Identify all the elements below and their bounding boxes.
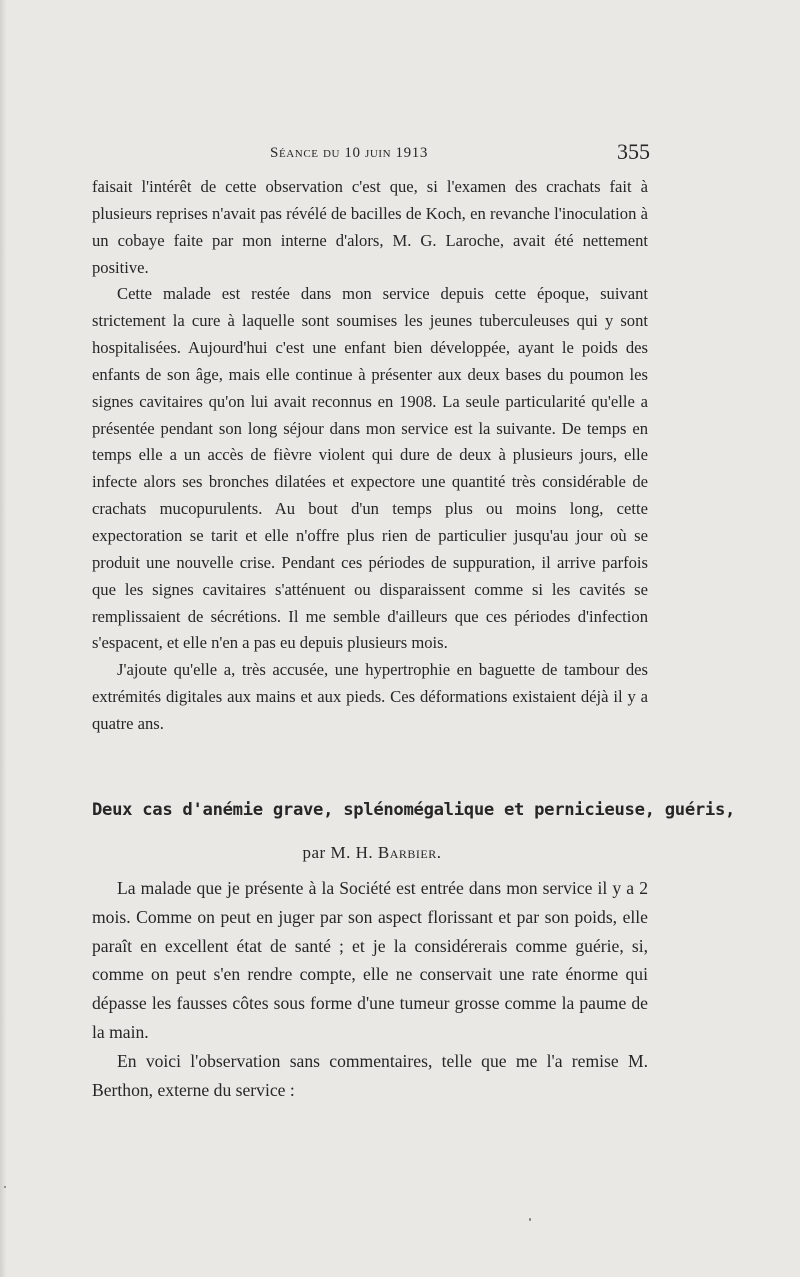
case-text [92,874,648,1104]
author-name: Barbier. [377,843,442,862]
paragraph-continuation: faisait l'intérêt de cette observation c'est que, si l'examen des crachats fait à plusieurs reprises n'avait pas révélé de bacilles de Koch, en revanche l'inoculation à un cobaye faite par mon interne d'alors, M. G. Laroche, avait été nettement positive. [92,177,648,277]
byline-prefix: par M. H. [302,843,378,862]
running-title: Séance du 10 juin 1913 [270,145,428,161]
paragraph: La malade que je présente à la Société est entrée dans mon service il y a 2 mois. Comme on peut en juger par son aspect florissant et par son poids, elle paraît en excellent état de santé ; et je la considérerais comme guérie, si, comme on peut s'en rendre compte, elle ne conservait une rate énorme qui dépasse les fausses côtes sous forme d'une tumeur grosse comme la paume de la main. [92,878,648,1042]
author-byline [92,843,652,863]
paper-speck [529,1218,531,1221]
paragraph: En voici l'observation sans commentaires, telle que me l'a remise M. Berthon, externe du service : [92,1050,648,1100]
page-header [92,139,652,173]
page-number: 355 [617,139,650,164]
paragraph: Cette malade est restée dans mon service depuis cette époque, suivant strictement la cure à laquelle sont soumises les jeunes tuberculeuses qui y sont hospitalisées. Aujourd'hui c'est une enfant bien développée, ayant le poids des enfants de son âge, mais elle continue à présenter aux deux bases du poumon les signes cavitaires qu'on lui avait reconnus en 1908. La seule particularité qu'elle a présentée pendant son long séjour dans mon service est la suivante. De temps en temps elle a un accès de fièvre violent qui dure de deux à plusieurs jours, elle infecte alors ses bronches dilatées et expectore une quantité très considérable de crachats mucopurulents. Au bout d'un temps plus ou moins long, cette expectoration se tarit et elle n'offre plus rien de particulier jusqu'au jour où se produit une nouvelle crise. Pendant ces périodes de suppuration, il arrive parfois que les signes cavitaires s'atténuent ou disparaissent comme si les cavités se remplissaient de sécrétions. Il me semble d'ailleurs que ces périodes d'infection s'espacent, et elle n'en a pas eu depuis plusieurs mois. [92,284,648,653]
observation-text [92,174,648,738]
paragraph: J'ajoute qu'elle a, très accusée, une hypertrophie en baguette de tambour des extrémités digitales aux mains et aux pieds. Ces déformations existaient déjà il y a quatre ans. [92,660,648,733]
paper-speck [4,1186,6,1188]
page-edge-shadow [0,0,6,1277]
section-title: Deux cas d'anémie grave, splénomégalique et pernicieuse, guéris, [92,800,736,820]
